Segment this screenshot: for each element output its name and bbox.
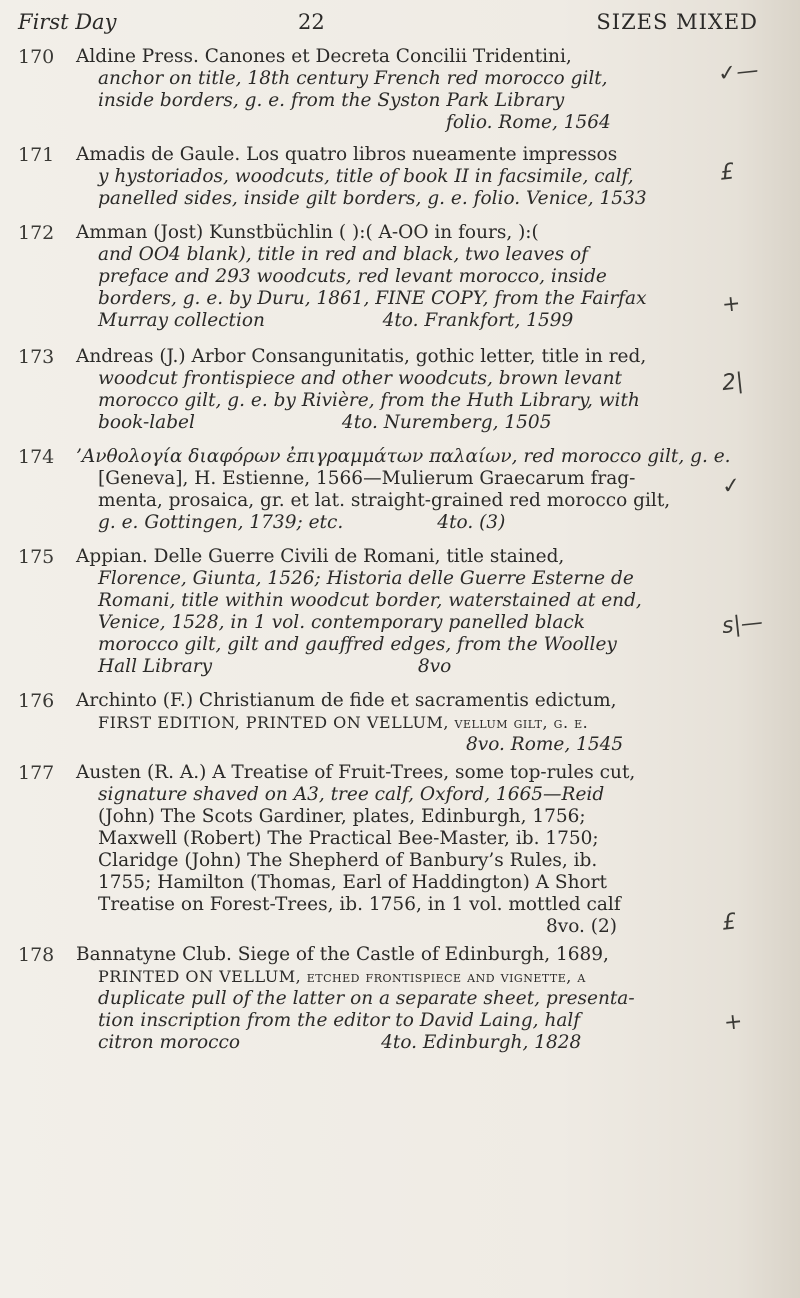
handwritten-annotation: 2|: [720, 368, 745, 397]
lot-description: [76, 944, 716, 1054]
lot-line: Treatise on Forest-Trees, ib. 1756, in 1 vol. mottled calf: [98, 894, 621, 915]
lot-line: folio. Rome, 1564: [446, 112, 611, 133]
lot-line: morocco gilt, gilt and gauffred edges, from the Woolley: [98, 634, 617, 655]
lot-line: 1755; Hamilton (Thomas, Earl of Haddington) A Short: [98, 872, 607, 893]
lot-line: Aldine Press. Canones et Decreta Concilii Tridentini,: [76, 46, 572, 67]
handwritten-annotation: +: [720, 291, 742, 318]
lot-line: FIRST EDITION, PRINTED ON VELLUM, vellum gilt, g. e.: [98, 713, 589, 732]
lot-number: 172: [18, 222, 55, 244]
lot-line: tion inscription from the editor to David Laing, half: [98, 1010, 581, 1031]
lot-line: duplicate pull of the latter on a separate sheet, presenta-: [98, 988, 635, 1009]
lot-line: Andreas (J.) Arbor Consangunitatis, gothic letter, title in red,: [76, 346, 647, 367]
lot-line: Florence, Giunta, 1526; Historia delle Guerre Esterne de: [98, 568, 634, 589]
lot-description: [76, 762, 716, 938]
lot-line: PRINTED ON VELLUM, etched frontispiece and vignette, a: [98, 967, 586, 986]
lot-line: [Geneva], H. Estienne, 1566—Mulierum Graecarum frag-: [98, 468, 636, 489]
lot-number: 171: [18, 144, 55, 166]
lot-number: 174: [18, 446, 55, 468]
lot-line: morocco gilt, g. e. by Rivière, from the Huth Library, with: [98, 390, 640, 411]
handwritten-annotation: £: [718, 159, 736, 186]
lot-description: [76, 144, 716, 210]
section-heading: SIZES MIXED: [596, 10, 758, 34]
lot-number: 170: [18, 46, 55, 68]
lot-line: (John) The Scots Gardiner, plates, Edinburgh, 1756;: [98, 806, 586, 827]
lot-line: Amman (Jost) Kunstbüchlin ( ):( A-OO in fours, ):(: [76, 222, 539, 243]
lot-line: Murray collection 4to. Frankfort, 1599: [98, 310, 574, 331]
lot-line: y hystoriados, woodcuts, title of book II in facsimile, calf,: [98, 166, 634, 187]
handwritten-annotation: +: [722, 1009, 744, 1036]
lot-number: 178: [18, 944, 55, 966]
lot-line: Appian. Delle Guerre Civili de Romani, title stained,: [76, 546, 565, 567]
lot-line: Hall Library 8vo: [98, 656, 452, 677]
lot-description: [76, 690, 716, 756]
day-heading: First Day: [18, 10, 117, 34]
lot-line: Venice, 1528, in 1 vol. contemporary panelled black: [98, 612, 585, 633]
lot-description: [76, 446, 731, 534]
lot-line: panelled sides, inside gilt borders, g. e. folio. Venice, 1533: [98, 188, 647, 209]
lot-line: Austen (R. A.) A Treatise of Fruit-Trees, some top-rules cut,: [76, 762, 636, 783]
lot-line: Bannatyne Club. Siege of the Castle of Edinburgh, 1689,: [76, 944, 609, 965]
page-header: [18, 10, 758, 44]
lot-line: woodcut frontispiece and other woodcuts, brown levant: [98, 368, 622, 389]
page-number: 22: [298, 10, 325, 34]
lot-line: borders, g. e. by Duru, 1861, FINE COPY, from the Fairfax: [98, 288, 647, 309]
lot-line: signature shaved on A3, tree calf, Oxford, 1665—Reid: [98, 784, 605, 805]
lot-line: Romani, title within woodcut border, waterstained at end,: [98, 590, 642, 611]
lot-line: preface and 293 woodcuts, red levant morocco, inside: [98, 266, 607, 287]
lot-line: Amadis de Gaule. Los quatro libros nueamente impressos: [76, 144, 618, 165]
lot-line: 8vo. Rome, 1545: [466, 734, 624, 755]
handwritten-annotation: s|—: [720, 609, 765, 640]
lot-description: [76, 222, 716, 332]
lot-description: [76, 46, 716, 134]
lot-number: 176: [18, 690, 55, 712]
lot-line: 8vo. (2): [546, 916, 618, 937]
lot-description: [76, 546, 716, 678]
lot-line: inside borders, g. e. from the Syston Park Library: [98, 90, 565, 111]
lot-line: and OO4 blank), title in red and black, two leaves of: [98, 244, 589, 265]
lot-line: anchor on title, 18th century French red morocco gilt,: [98, 68, 608, 89]
lot-line: ’Ανθολογία διαφόρων ἐπιγραμμάτων παλαίων, red morocco gilt, g. e.: [76, 446, 731, 467]
lot-description: [76, 346, 716, 434]
lot-line: g. e. Gottingen, 1739; etc. 4to. (3): [98, 512, 506, 533]
lot-line: book-label 4to. Nuremberg, 1505: [98, 412, 552, 433]
handwritten-annotation: ✓—: [716, 57, 760, 88]
lot-number: 177: [18, 762, 55, 784]
lot-line: menta, prosaica, gr. et lat. straight-grained red morocco gilt,: [98, 490, 671, 511]
lot-line: Archinto (F.) Christianum de fide et sacramentis edictum,: [76, 690, 617, 711]
lot-line: Maxwell (Robert) The Practical Bee-Master, ib. 1750;: [98, 828, 599, 849]
lot-line: Claridge (John) The Shepherd of Banbury’s Rules, ib.: [98, 850, 598, 871]
lot-number: 173: [18, 346, 55, 368]
handwritten-annotation: ✓: [720, 473, 742, 500]
lot-line: citron morocco 4to. Edinburgh, 1828: [98, 1032, 582, 1053]
lot-number: 175: [18, 546, 55, 568]
handwritten-annotation: £: [720, 909, 738, 936]
